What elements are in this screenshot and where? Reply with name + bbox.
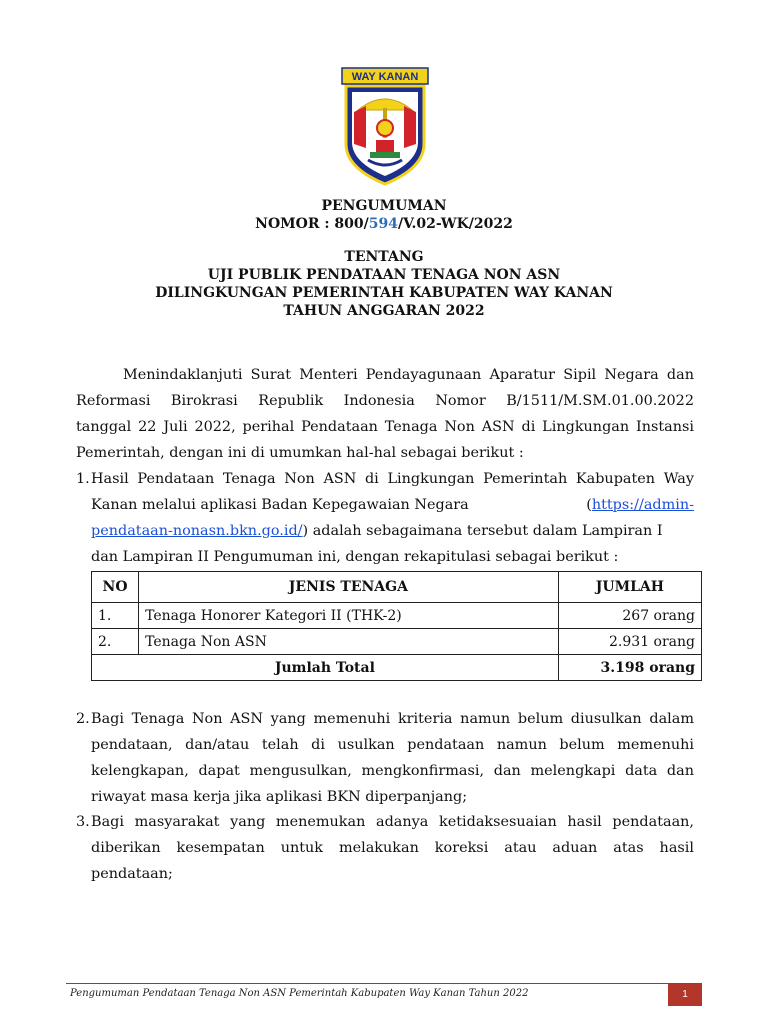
list-marker: 2. [76,711,90,727]
cell-no: 2. [92,629,139,655]
item-line: Hasil Pendataan Tenaga Non ASN di Lingkungan Pemerintah Kabupaten Way [91,471,694,487]
total-label: Jumlah Total [92,655,559,681]
cell-jenis: Tenaga Non ASN [139,629,559,655]
item-line: diberikan kesempatan untuk melakukan koreksi atau aduan atas hasil [91,840,694,856]
intro-line: tanggal 22 Juli 2022, perihal Pendataan Tenaga Non ASN di Lingkungan Instansi [76,419,694,435]
cell-jumlah: 2.931 orang [558,629,701,655]
table-row [92,629,702,655]
emblem-icon [340,66,430,186]
emblem-banner-text: WAY KANAN [351,71,419,83]
cell-jenis: Tenaga Honorer Kategori II (THK-2) [139,603,559,629]
item-line: riwayat masa kerja jika aplikasi BKN diperpanjang; [91,789,468,805]
header-jenis: JENIS TENAGA [139,572,559,603]
table-header-row [92,572,702,603]
intro-line: Menindaklanjuti Surat Menteri Pendayagunaan Aparatur Sipil Negara dan [123,367,694,383]
intro-line: Pemerintah, dengan ini di umumkan hal-hal sebagai berikut : [76,445,524,461]
footer-divider [66,983,702,984]
subject-line: TAHUN ANGGARAN 2022 [283,303,485,319]
cell-no: 1. [92,603,139,629]
way-kanan-emblem [340,66,430,186]
paren: ( [586,497,592,513]
item-line [91,492,694,518]
bkn-link-part2[interactable]: pendataan-nonasn.bkn.go.id/ [91,523,303,539]
item-line [91,518,694,544]
total-value: 3.198 orang [558,655,701,681]
item-line: Bagi Tenaga Non ASN yang memenuhi kriteria namun belum diusulkan dalam [91,711,694,727]
list-item-body [91,706,694,810]
list-marker: 1. [76,471,90,487]
item-text: Kanan melalui aplikasi Badan Kepegawaian Negara [91,497,469,513]
list-marker: 3. [76,814,90,830]
announcement-title: PENGUMUMAN [321,198,447,214]
subject-line: UJI PUBLIK PENDATAAN TENAGA NON ASN [207,267,561,283]
footer-text: Pengumuman Pendataan Tenaga Non ASN Pemerintah Kabupaten Way Kanan Tahun 2022 [70,988,529,999]
list-item-body [91,466,694,570]
intro-paragraph [76,362,694,466]
item-text: ) adalah sebagaimana tersebut dalam Lampiran I [302,523,663,539]
number-prefix: NOMOR : 800/ [255,216,369,232]
item-line: kelengkapan, dapat mengusulkan, mengkonfirmasi, dan melengkapi data dan [91,763,694,779]
table-row [92,603,702,629]
cell-jumlah: 267 orang [558,603,701,629]
subject-line: TENTANG [344,249,424,265]
item-line: dan Lampiran II Pengumuman ini, dengan rekapitulasi sebagai berikut : [91,549,619,565]
number-suffix: /V.02-WK/2022 [397,216,513,232]
item-line: pendataan; [91,866,173,882]
item-text [586,492,694,518]
item-line: pendataan, dan/atau telah di usulkan pendataan namun belum memenuhi [91,737,694,753]
intro-line: Reformasi Birokrasi Republik Indonesia Nomor B/1511/M.SM.01.00.2022 [76,393,694,409]
announcement-subject [0,248,768,320]
table-total-row [92,655,702,681]
item-line: Bagi masyarakat yang menemukan adanya ketidaksesuaian hasil pendataan, [91,814,694,830]
page-number-badge: 1 [668,984,702,1006]
recap-table [91,571,702,681]
subject-line: DILINGKUNGAN PEMERINTAH KABUPATEN WAY KANAN [155,285,613,301]
header-jumlah: JUMLAH [558,572,701,603]
announcement-number [0,215,768,233]
number-highlight: 594 [368,216,398,232]
list-item-body [91,809,694,887]
header-no: NO [92,572,139,603]
bkn-link-part1[interactable]: https://admin- [591,497,694,513]
